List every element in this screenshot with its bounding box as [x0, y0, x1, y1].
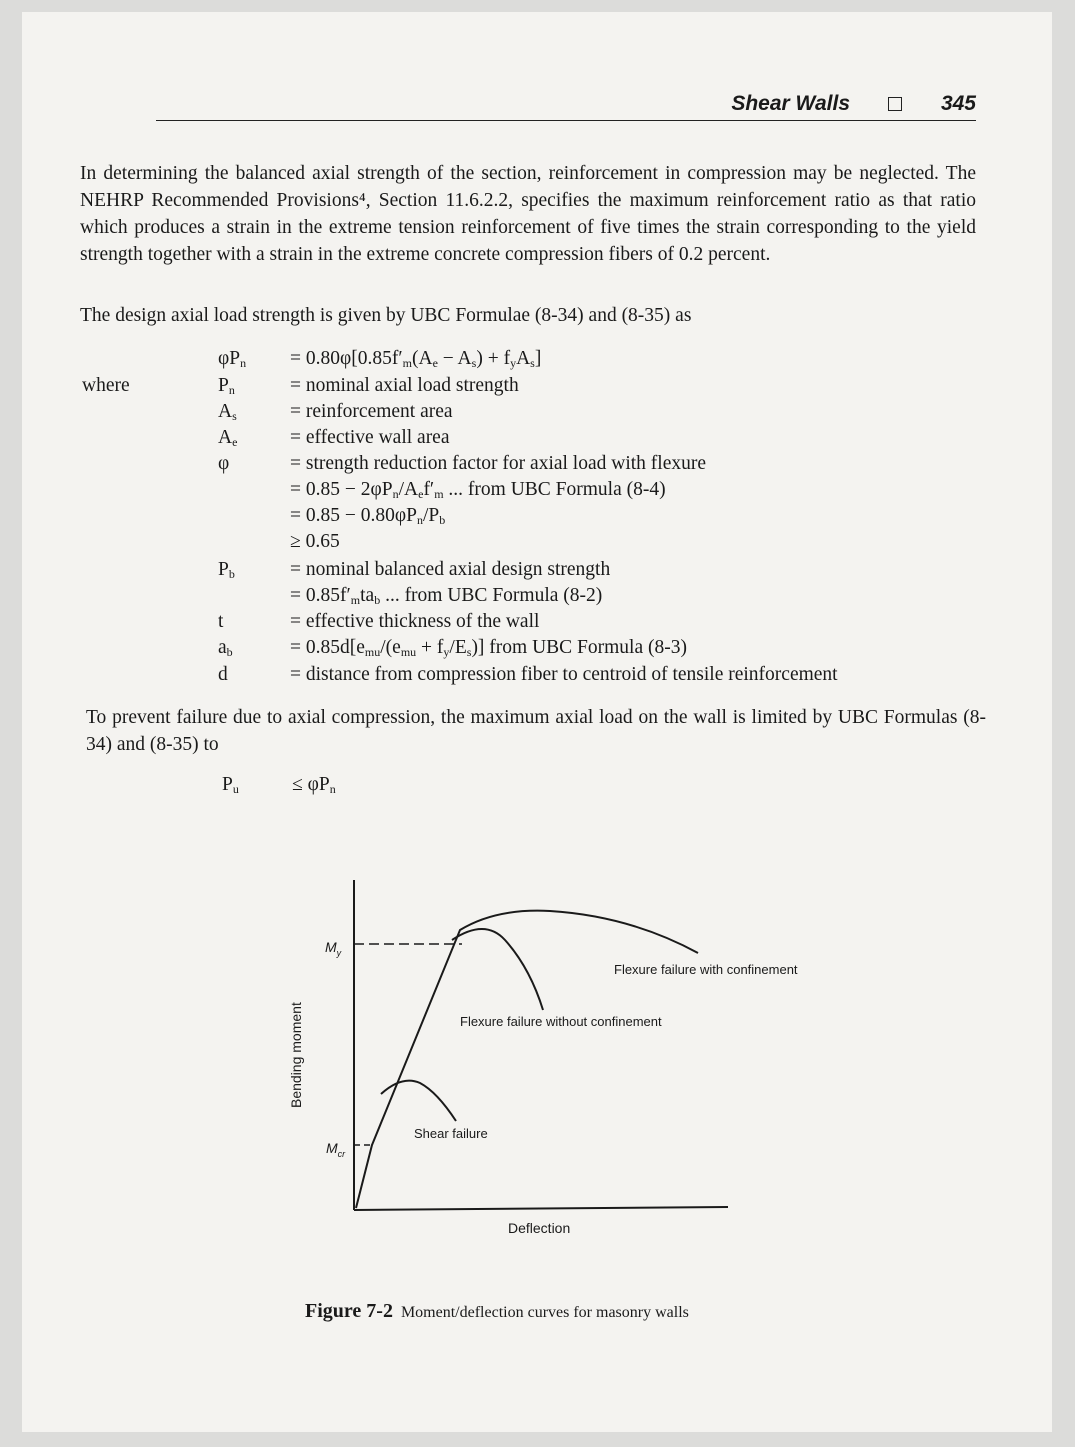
paragraph-balanced-strength: In determining the balanced axial strength of the section, reinforcement in compression may be neglected. The NEHRP Recommended Provisions⁴, Section 11.6.2.2, specifies the maximum reinforcement ratio as that ratio which produces a strain in the extreme tension reinforcement of five times the strain corresponding to the yield strength together with a strain in the extreme concrete compression fibers of 0.2 percent.: [80, 163, 976, 265]
eq-ae-def: = effective wall area: [290, 427, 450, 448]
eq-ab-symbol: $a_b$: [218, 637, 233, 659]
where-label: where: [82, 375, 130, 396]
eq-pu-limit: ≤ $\varphi P_n$: [292, 774, 336, 796]
eq-pb-symbol: $P_b$: [218, 559, 235, 581]
page-number: 345: [940, 92, 976, 115]
eq-phi-symbol: φ: [218, 453, 230, 474]
eq-pn-def: = nominal axial load strength: [290, 375, 519, 396]
eq-d-symbol: d: [218, 664, 228, 685]
eq-as-symbol: $A_s$: [218, 401, 237, 423]
eq-as-def: = reinforcement area: [290, 401, 453, 422]
figure-caption-text: Moment/deflection curves for masonry walls: [400, 1304, 689, 1321]
eq-pb-def: = nominal balanced axial design strength: [290, 559, 611, 580]
section-title: Shear Walls: [731, 92, 850, 115]
eq-phi-pn-symbol: $\varphi P_n$: [218, 348, 247, 370]
eq-ae-symbol: $A_e$: [218, 427, 238, 449]
tick-label-mcr: M: [326, 1140, 338, 1156]
svg-text:Mcr: [326, 1140, 346, 1159]
eq-phi-pn-formula: = $0.80\varphi[0.85f'_m(A_e - A_s) + f_yA_s]$: [290, 348, 542, 370]
label-without-confinement: Flexure failure without confinement: [460, 1014, 662, 1029]
curve-without-confinement: [452, 929, 543, 1010]
eq-phi-formula-2: = $0.85 - 0.80\varphi P_n/P_b$: [290, 505, 446, 527]
eq-ab-formula: = $0.85d[e_{mu}/(e_{mu} + f_y/E_s)]$ from UBC Formula (8-3): [290, 637, 687, 659]
label-shear-failure: Shear failure: [414, 1126, 488, 1141]
figure-caption: [305, 1300, 689, 1323]
eq-pb-formula: = $0.85f'_mta_b$ ... from UBC Formula (8-2): [290, 585, 603, 607]
y-axis-label: Bending moment: [288, 1002, 304, 1108]
paragraph-design-strength: The design axial load strength is given by UBC Formulae (8-34) and (8-35) as: [80, 305, 692, 326]
tick-label-my: M: [325, 939, 337, 955]
figure-number: Figure 7-2: [305, 1300, 393, 1322]
eq-phi-formula-1: = $0.85 - 2\varphi P_n/A_ef'_m$ ... from UBC Formula (8-4): [290, 479, 666, 501]
eq-pu-symbol: $P_u$: [222, 774, 239, 796]
eq-phi-limit: ≥ 0.65: [290, 531, 340, 552]
svg-text:My: [325, 939, 342, 958]
tick-label-mcr-sub: cr: [337, 1149, 346, 1159]
eq-d-def: = distance from compression fiber to centroid of tensile reinforcement: [290, 664, 838, 685]
label-with-confinement: Flexure failure with confinement: [614, 962, 798, 977]
x-axis: [354, 1207, 728, 1210]
eq-t-symbol: t: [218, 611, 224, 632]
curve-with-confinement: [356, 911, 698, 1208]
tick-label-my-sub: y: [336, 948, 342, 958]
eq-phi-def: = strength reduction factor for axial load with flexure: [290, 453, 707, 474]
paragraph-axial-limit: To prevent failure due to axial compression, the maximum axial load on the wall is limited by UBC Formulas (8-34) and (8-35) to: [86, 707, 986, 755]
x-axis-label: Deflection: [508, 1220, 571, 1236]
eq-pn-symbol: $P_n$: [218, 375, 235, 397]
eq-t-def: = effective thickness of the wall: [290, 611, 540, 632]
curve-shear-failure: [381, 1081, 456, 1121]
